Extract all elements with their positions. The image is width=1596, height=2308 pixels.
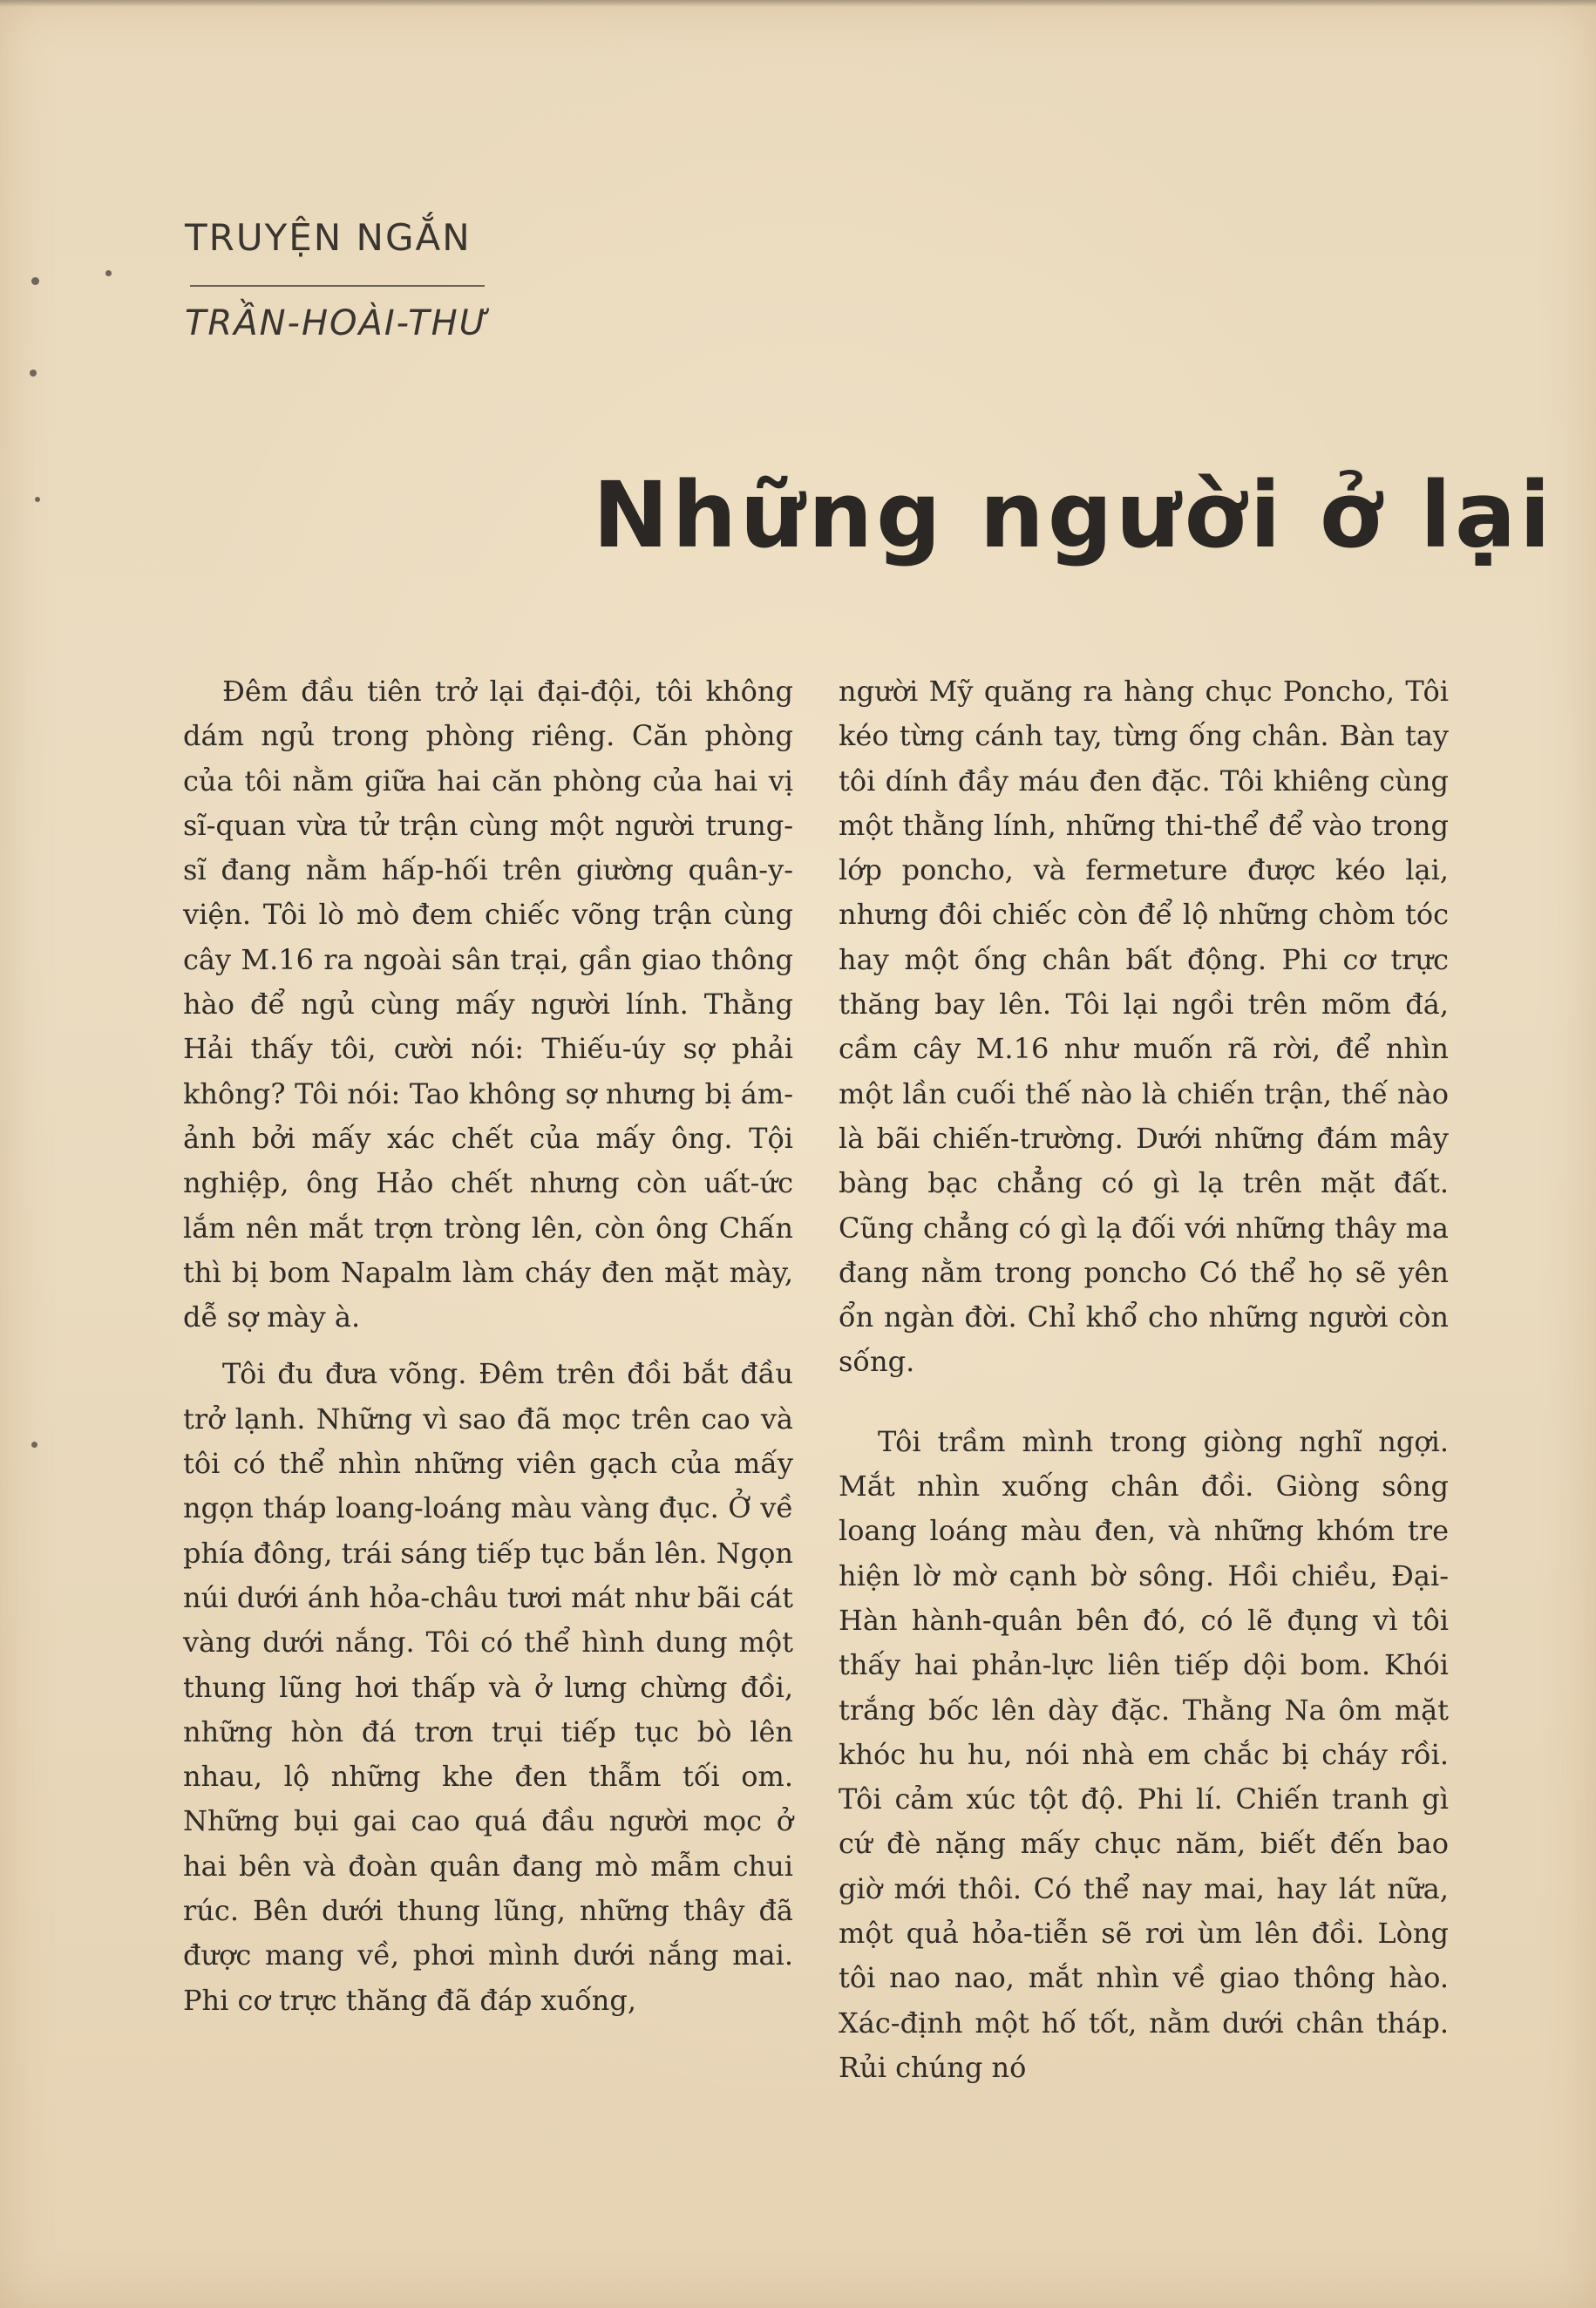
page-top-edge — [0, 0, 1596, 7]
text-column-left — [183, 669, 793, 2023]
paper-speck — [105, 270, 112, 276]
paper-speck — [30, 370, 37, 377]
text-column-right — [839, 669, 1449, 2090]
paragraph-3: Tôi trầm mình trong giòng nghĩ ngợi. Mắt nhìn xuống chân đồi. Giòng sông loang loáng màu đen, và những khóm tre hiện lờ mờ cạnh bờ sông. Hồi chiều, Đại-Hàn hành-quân bên đó, có lẽ đụng vì tôi thấy hai phản-lực liên tiếp dội bom. Khói trắng bốc lên dày đặc. Thằng Na ôm mặt khóc hu hu, nói nhà em chắc bị cháy rồi. Tôi cảm xúc tột độ. Phi lí. Chiến tranh gì cứ đè nặng mấy chục năm, biết đến bao giờ mới thôi. Có thể nay mai, hay lát nữa, một quả hỏa-tiễn sẽ rơi ùm lên đồi. Lòng tôi nao nao, mắt nhìn về giao thông hào. Xác-định một hố tốt, nằm dưới chân tháp. Rủi chúng nó — [839, 1424, 1449, 2084]
paper-speck — [31, 1442, 37, 1448]
section-divider — [190, 285, 485, 287]
paper-speck — [35, 497, 40, 502]
paragraph-2: Tôi đu đưa võng. Đêm trên đồi bắt đầu trở lạnh. Những vì sao đã mọc trên cao và tôi có thể nhìn những viên gạch của mấy ngọn tháp loang-loáng màu vàng đục. Ở về phía đông, trái sáng tiếp tục bắn lên. Ngọn núi dưới ánh hỏa-châu tươi mát như bãi cát vàng dưới nắng. Tôi có thể hình dung một thung lũng hơi thấp và ở lưng chừng đồi, những hòn đá trơn trụi tiếp tục bò lên nhau, lộ những khe đen thẫm tối om. Những bụi gai cao quá đầu người mọc ở hai bên và đoàn quân đang mò mẫm chui rúc. Bên dưới thung lũng, những thây đã được mang về, phơi mình dưới nắng mai. Phi cơ trực thăng đã đáp xuống, — [183, 1357, 793, 2017]
story-title: Những người ở lại — [593, 462, 1554, 568]
paragraph-1: Đêm đầu tiên trở lại đại-đội, tôi không dám ngủ trong phòng riêng. Căn phòng của tôi nằm giữa hai căn phòng của hai vị sĩ-quan vừa tử trận cùng một người trung-sĩ đang nằm hấp-hối trên giường quân-y-viện. Tôi lò mò đem chiếc võng trận cùng cây M.16 ra ngoài sân trại, gần giao thông hào để ngủ cùng mấy người lính. Thằng Hải thấy tôi, cười nói: Thiếu-úy sợ phải không? Tôi nói: Tao không sợ nhưng bị ám-ảnh bởi mấy xác chết của mấy ông. Tội nghiệp, ông Hảo chết nhưng còn uất-ức lắm nên mắt trợn tròng lên, còn ông Chấn thì bị bom Napalm làm cháy đen mặt mày, dễ sợ mày à. — [183, 675, 793, 1334]
section-label: TRUYỆN NGẮN — [185, 216, 472, 259]
paper-speck — [31, 277, 39, 285]
author-name: TRẦN-HOÀI-THƯ — [185, 303, 491, 343]
paragraph-continued: người Mỹ quăng ra hàng chục Poncho, Tôi kéo từng cánh tay, từng ống chân. Bàn tay tôi dính đầy máu đen đặc. Tôi khiêng cùng một thằng lính, những thi-thể để vào trong lớp poncho, và fermeture được kéo lại, nhưng đôi chiếc còn để lộ những chòm tóc hay một ống chân bất động. Phi cơ trực thăng bay lên. Tôi lại ngồi trên mõm đá, cầm cây M.16 như muốn rã rời, để nhìn một lần cuối thế nào là chiến trận, thế nào là bãi chiến-trường. Dưới những đám mây bàng bạc chẳng có gì lạ trên mặt đất. Cũng chẳng có gì lạ đối với những thây ma đang nằm trong poncho Có thể họ sẽ yên ổn ngàn đời. Chỉ khổ cho những người còn sống. — [839, 675, 1449, 1379]
